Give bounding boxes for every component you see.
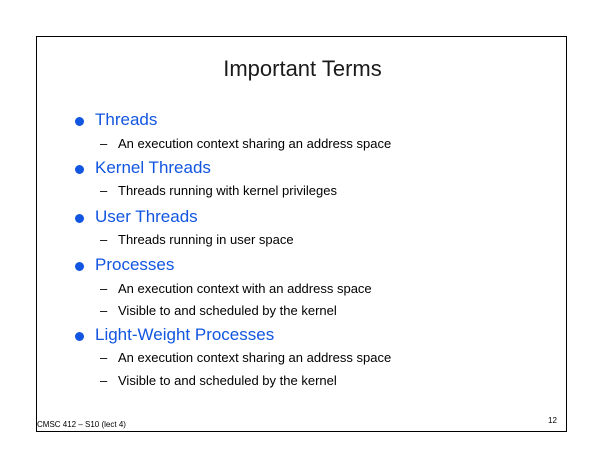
dash-icon: – bbox=[100, 303, 108, 318]
sub-item bbox=[100, 136, 391, 151]
dash-icon: – bbox=[100, 183, 108, 198]
dash-icon: – bbox=[100, 232, 108, 247]
sub-item bbox=[100, 232, 294, 247]
bullet-dot-icon bbox=[75, 262, 84, 271]
dash-icon: – bbox=[100, 136, 108, 151]
sub-item bbox=[100, 350, 391, 365]
sub-item-text: Threads running in user space bbox=[118, 232, 294, 247]
term-processes: Processes bbox=[95, 255, 175, 274]
slide-title: Important Terms bbox=[223, 56, 382, 81]
bullet-dot-icon bbox=[75, 214, 84, 223]
sub-item bbox=[100, 281, 372, 296]
bullet-dot-icon bbox=[75, 117, 84, 126]
dash-icon: – bbox=[100, 350, 108, 365]
sub-item-text: Threads running with kernel privileges bbox=[118, 183, 337, 198]
page-number: 12 bbox=[548, 416, 557, 425]
sub-item bbox=[100, 183, 337, 198]
sub-item-text: An execution context sharing an address space bbox=[118, 136, 392, 151]
term-light-weight-processes: Light-Weight Processes bbox=[95, 325, 275, 344]
term-kernel-threads: Kernel Threads bbox=[95, 158, 211, 177]
bullet-dot-icon bbox=[75, 332, 84, 341]
dash-icon: – bbox=[100, 373, 108, 388]
term-user-threads: User Threads bbox=[95, 207, 198, 226]
sub-item-text: Visible to and scheduled by the kernel bbox=[118, 303, 337, 318]
dash-icon: – bbox=[100, 281, 108, 296]
bullet-dot-icon bbox=[75, 165, 84, 174]
sub-item-text: An execution context with an address space bbox=[118, 281, 372, 296]
sub-item-text: Visible to and scheduled by the kernel bbox=[118, 373, 337, 388]
sub-item bbox=[100, 303, 337, 318]
term-threads: Threads bbox=[95, 110, 158, 129]
sub-item-text: An execution context sharing an address space bbox=[118, 350, 392, 365]
sub-item bbox=[100, 373, 337, 388]
footer-course-label: CMSC 412 – S10 (lect 4) bbox=[37, 420, 126, 429]
